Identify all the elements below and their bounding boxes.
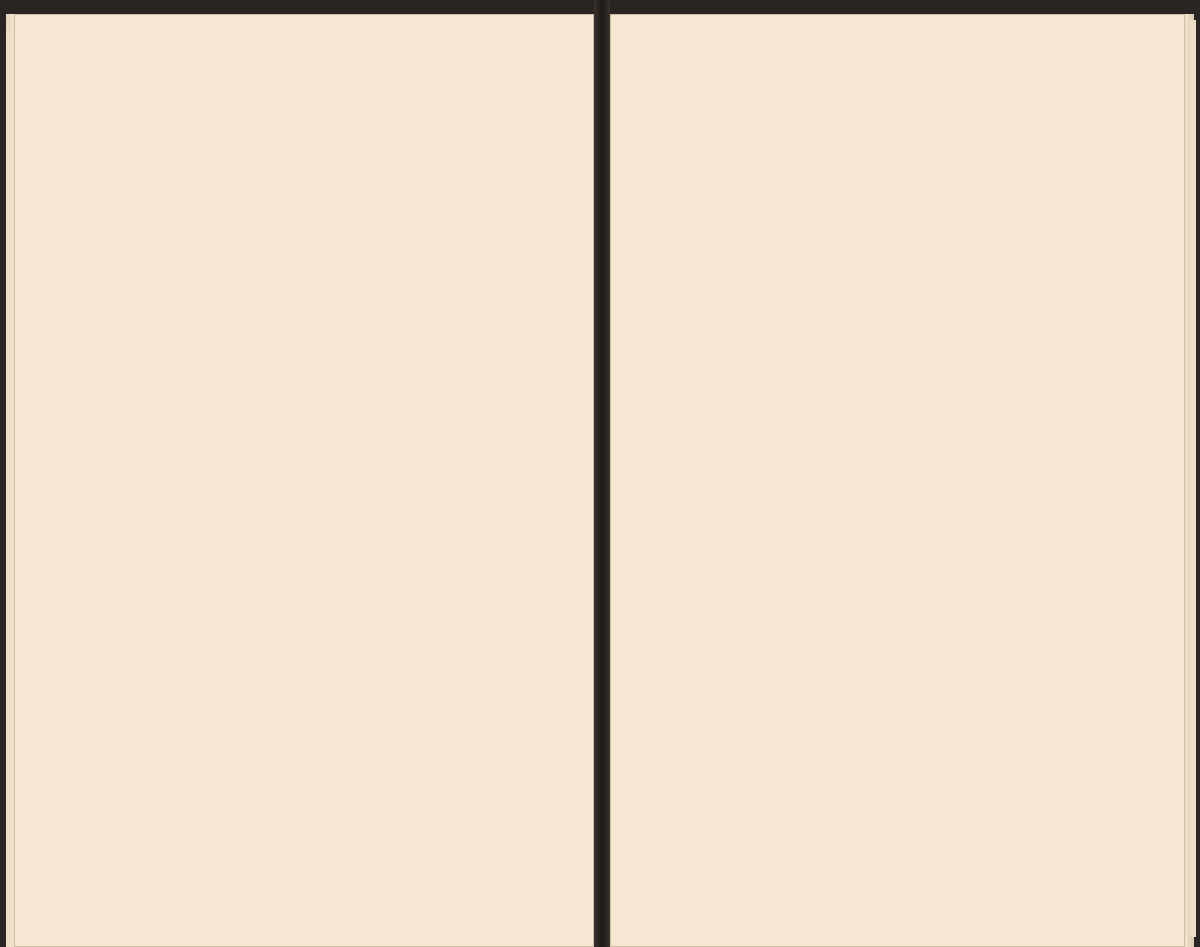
page-stack-edge-right — [1190, 20, 1196, 937]
book-gutter — [594, 0, 610, 947]
left-page — [14, 14, 594, 947]
page-stack-edge-left — [6, 30, 12, 947]
typed-text — [610, 14, 1185, 947]
right-page — [610, 14, 1185, 947]
bleed-through-text — [14, 14, 594, 947]
